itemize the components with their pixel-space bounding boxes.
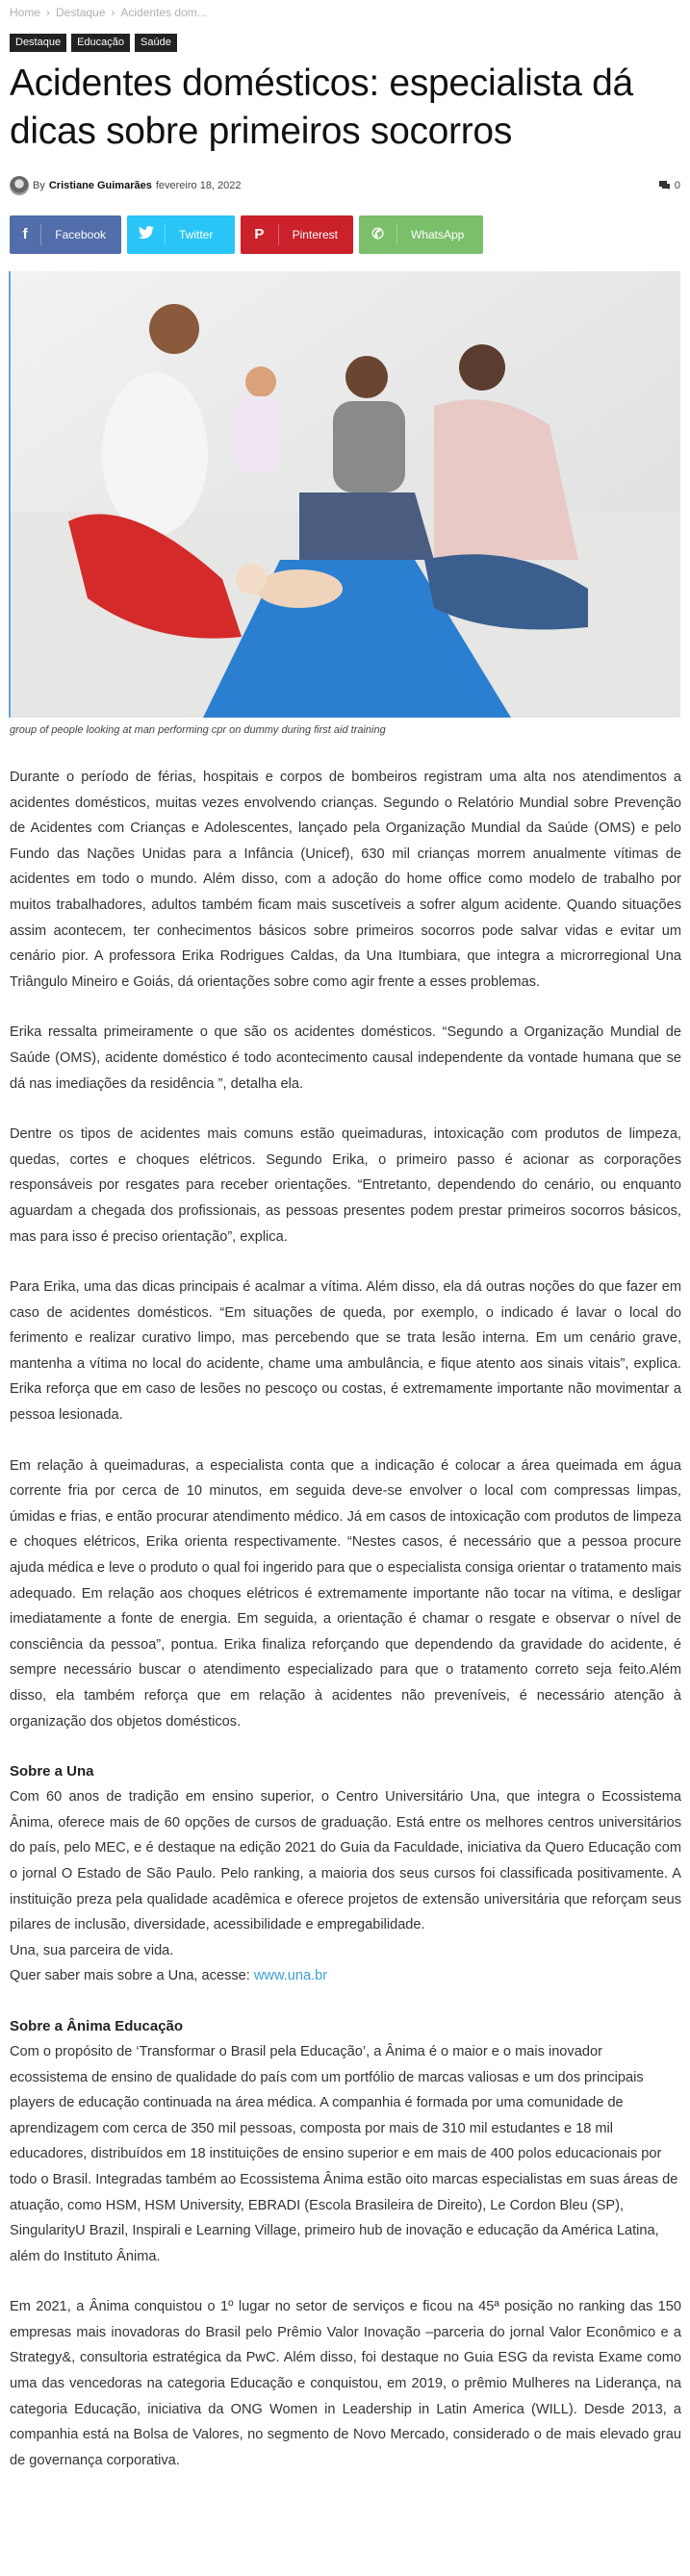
category-tags xyxy=(10,34,177,52)
section-heading-anima: Sobre a Ânima Educação xyxy=(10,2017,184,2034)
breadcrumb-current: Acidentes dom... xyxy=(120,6,207,19)
comments-link[interactable] xyxy=(659,180,680,191)
comment-count: 0 xyxy=(674,180,680,191)
post-meta xyxy=(10,176,680,195)
comment-icon xyxy=(659,181,671,190)
section-heading-una: Sobre a Una xyxy=(10,1763,94,1780)
post-date: fevereiro 18, 2022 xyxy=(155,180,242,191)
by-label: By xyxy=(33,180,45,191)
breadcrumb-home[interactable]: Home xyxy=(10,6,41,19)
una-more xyxy=(10,1963,681,1989)
share-pinterest-button[interactable] xyxy=(241,215,353,254)
una-paragraph: Com 60 anos de tradição em ensino superior, o Centro Universitário Una, que integra o Ecossistema Ânima, oferece mais de 60 opções de cursos de graduação. Está entre os melhores centros universitários do país, pelo MEC, e é destaque na edição 2021 do Guia da Faculdade, iniciativa da Quero Educação com o jornal O Estado de São Paulo. Pelo ranking, a maioria dos seus cursos foi classificada positivamente. A instituição preza pela qualidade acadêmica e oferece projetos de extensão universitária que reforçam seus pilares de inclusão, diversidade, acessibilidade e empregabilidade. xyxy=(10,1789,681,1933)
image-caption: group of people looking at man performing cpr on dummy during first aid training xyxy=(10,724,386,736)
una-more-text: Quer saber mais sobre a Una, acesse: xyxy=(10,1968,254,1984)
share-buttons xyxy=(10,215,483,254)
twitter-icon xyxy=(127,224,166,245)
anima-paragraph: Com o propósito de ‘Transformar o Brasil pela Educação’, a Ânima é o maior e o mais inovador ecossistema de ensino de qualidade do país com um portfólio de marcas valiosas e um dos principais players de educação continuada na área médica. A companhia é formada por uma comunidade de aprendizagem com cerca de 350 mil pessoas, composta por mais de 310 mil estudantes e 18 mil educadores, distribuídos em 18 instituições de ensino superior e em mais de 400 polos educacionais por todo o Brasil. Integradas também ao Ecossistema Ânima estão oito marcas especialistas em suas áreas de atuação, como HSM, HSM University, EBRADI (Escola Brasileira de Direito), Le Cordon Bleu (SP), SingularityU Brazil, Inspirali e Learning Village, primeiro hub de inovação e educação da América Latina, além do Instituto Ânima. xyxy=(10,2043,678,2264)
whatsapp-icon: ✆ xyxy=(359,224,397,245)
facebook-icon: f xyxy=(10,224,41,245)
paragraph: Em relação à queimaduras, a especialista conta que a indicação é colocar a área queimada em água corrente fria por cerca de 10 minutos, em seguida deve-se envolver o local com compressas limpas, úmidas e frias, e então procurar atendimento médico. Já em casos de intoxicação com produtos de limpeza e choques elétricos, Erika orienta respectivamente. “Nestes casos, é necessário que a pessoa procure ajuda médica e leve o produto o qual foi ingerido para que o especialista consiga orientar o tratamento mais adequado. Em relação aos choques elétricos é extremamente importante não tocar na vítima, e desligar imediatamente a fonte de energia. Em seguida, a orientação é chamar o resgate e observar o nível de consciência da pessoa”, pontua. Erika finaliza reforçando que dependendo da gravidade do acidente, é sempre necessário buscar o atendimento especializado para que o tratamento correto seja feito.Além disso, ela também reforça que em relação à acidentes não preveníveis, é necessário atenção à organização dos objetos domésticos. xyxy=(10,1457,681,1730)
share-whatsapp-button[interactable] xyxy=(359,215,483,254)
article-body xyxy=(10,765,681,2498)
una-slogan: Una, sua parceira de vida. xyxy=(10,1942,174,1958)
share-label: Twitter xyxy=(179,228,214,241)
paragraph: Erika ressalta primeiramente o que são os acidentes domésticos. “Segundo a Organização Mundial de Saúde (OMS), acidente doméstico é todo acontecimento causal independente da vontade humana que se dá nas imediações da residência ”, detalha ela. xyxy=(10,1024,681,1092)
tag-saude[interactable]: Saúde xyxy=(135,34,177,52)
featured-image xyxy=(9,271,680,718)
page-title: Acidentes domésticos: especialista dá dicas sobre primeiros socorros xyxy=(10,63,633,152)
cpr-training-photo xyxy=(11,271,680,718)
paragraph: Para Erika, uma das dicas principais é acalmar a vítima. Além disso, ela dá outras noções do que fazer em caso de acidentes domésticos. “Em situações de queda, por exemplo, o indicado é lavar o local do ferimento e realizar curativo limpo, mas percebendo que se trata lesão interna. Em um cenário grave, mantenha a vítima no local do acidente, chame uma ambulância, e fique atento aos sinais vitais”, explica. Erika reforça que em caso de lesões no pescoço ou costas, é extremamente importante não movimentar a pessoa lesionada. xyxy=(10,1279,681,1424)
breadcrumb-separator: › xyxy=(46,6,51,19)
author-link[interactable]: Cristiane Guimarães xyxy=(48,180,152,191)
tag-educacao[interactable]: Educação xyxy=(71,34,130,52)
share-label: WhatsApp xyxy=(411,228,465,241)
breadcrumb-separator: › xyxy=(111,6,115,19)
pinterest-icon: P xyxy=(241,224,279,245)
avatar[interactable] xyxy=(10,176,29,195)
paragraph: Durante o período de férias, hospitais e corpos de bombeiros registram uma alta nos atendimentos a acidentes domésticos, muitas vezes envolvendo crianças. Segundo o Relatório Mundial sobre Prevenção de Acidentes com Crianças e Adolescentes, lançado pela Organização Mundial da Saúde (OMS) e pelo Fundo das Nações Unidas para a Infância (Unicef), 630 mil crianças morrem anualmente vítimas de acidentes em todo o mundo. Além disso, com a adoção do home office como modelo de trabalho por muitos trabalhadores, adultos também ficam mais suscetíveis a sofrer algum acidente. Quando situações assim acontecem, ter conhecimentos básicos sobre primeiros socorros pode salvar vidas e evitar um cenário pior. A professora Erika Rodrigues Caldas, da Una Itumbiara, que integra a microrregional Una Triângulo Mineiro e Goiás, dá orientações sobre como agir frente a esses problemas. xyxy=(10,770,681,990)
paragraph: Dentre os tipos de acidentes mais comuns estão queimaduras, intoxicação com produtos de limpeza, quedas, cortes e choques elétricos. Segundo Erika, o primeiro passo é acionar as corporações responsáveis por resgates para receber orientações. “Entretanto, dependendo do cenário, ou enquanto aguardam a chegada dos profissionais, as pessoas presentes podem prestar primeiros socorros básicos, mas para isso é preciso orientação”, explica. xyxy=(10,1126,681,1245)
breadcrumb-destaque[interactable]: Destaque xyxy=(56,6,106,19)
share-label: Pinterest xyxy=(292,228,338,241)
share-label: Facebook xyxy=(55,228,106,241)
share-twitter-button[interactable] xyxy=(127,215,235,254)
anima-paragraph: Em 2021, a Ânima conquistou o 1º lugar no setor de serviços e ficou na 45ª posição no ranking das 150 empresas mais inovadoras do Brasil pelo Prêmio Valor Inovação –parceria do jornal Valor Econômico e a Strategy&, consultoria estratégica da PwC. Além disso, foi destaque no Guia ESG da revista Exame como uma das vencedoras na categoria Educação e conquistou, em 2019, o prêmio Mulheres na Liderança, na categoria Educação, iniciativa da ONG Women in Leadership in Latin America (WILL). Desde 2013, a companhia está na Bolsa de Valores, no segmento de Novo Mercado, considerado o de mais elevado grau de governança corporativa. xyxy=(10,2299,681,2468)
una-link[interactable]: www.una.br xyxy=(253,1968,328,1984)
tag-destaque[interactable]: Destaque xyxy=(10,34,66,52)
breadcrumb xyxy=(10,6,207,19)
share-facebook-button[interactable] xyxy=(10,215,121,254)
